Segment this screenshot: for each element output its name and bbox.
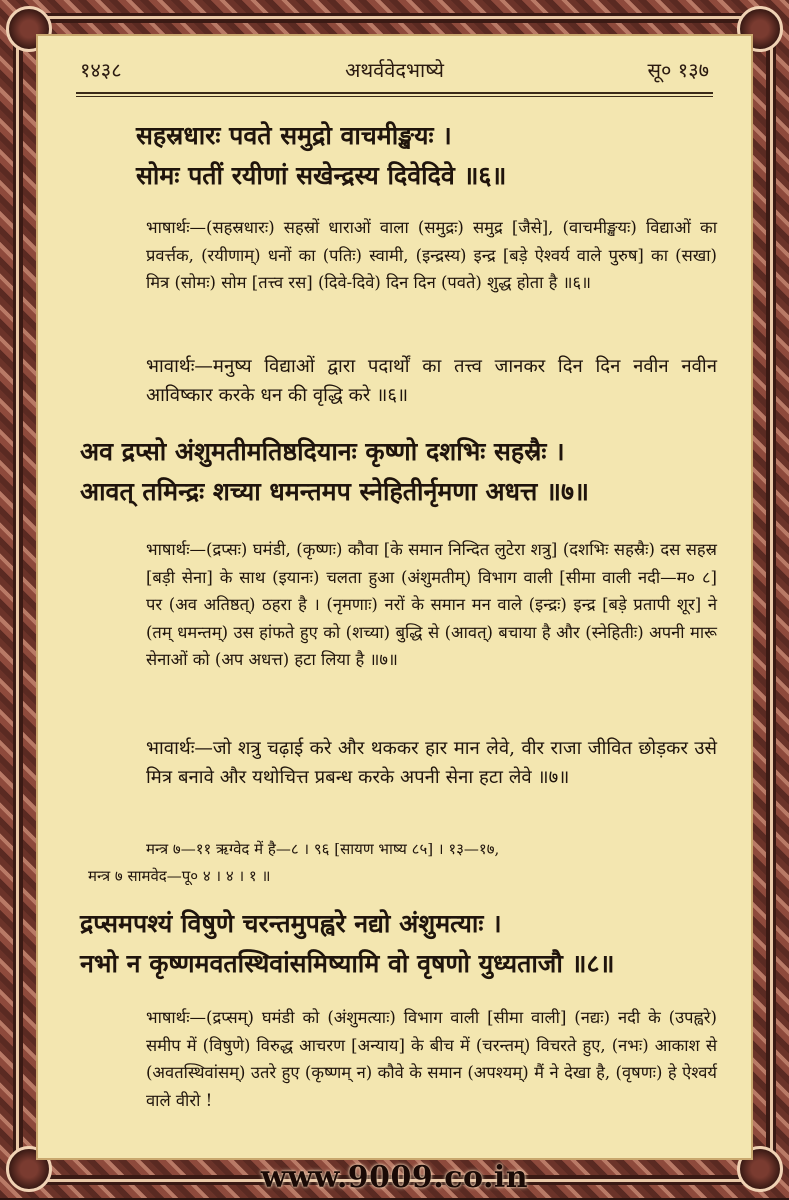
book-title: अथर्ववेदभाष्ये bbox=[80, 56, 709, 83]
page-header bbox=[80, 54, 709, 84]
mantra-reference: मन्त्र ७—११ ऋग्वेद में है—८ । ९६ [सायण भाष्य ८५] । १३—१७, मन्त्र ७ सामवेद—पू० ४ । ४ । १ ॥ bbox=[80, 836, 717, 890]
header-rule bbox=[76, 92, 713, 97]
verse-7 bbox=[80, 432, 717, 512]
website-watermark: www.9009.co.in bbox=[0, 1160, 789, 1200]
bhavartha-7: भावार्थः—जो शत्रु चढ़ाई करे और थककर हार मान लेवे, वीर राजा जीवित छोड़कर उसे मित्र बनावे और यथोचित्त प्रबन्ध करके अपनी सेना हटा लेवे ॥७॥ bbox=[80, 734, 717, 792]
verse-line: द्रप्समपश्यं विषुणे चरन्तमुपह्वरे नद्यो अंशुमत्याः । bbox=[80, 904, 717, 944]
verse-6 bbox=[80, 116, 717, 196]
bhashartha-7: भाषार्थः—(द्रप्सः) घमंडी, (कृष्णः) कौवा [के समान निन्दित लुटेरा शत्रु] (दशभिः सहस्रैः) दस सहस्र [बड़ी सेना] के साथ (इयानः) चलता हुआ (अंशुमतीम्) विभाग वाली [सीमा वाली नदी—म० ८] पर (अव अतिष्ठत्) ठहरा है । (नृमणाः) नरों के समान मन वाले (इन्द्रः) इन्द्र [बड़े प्रतापी शूर] ने (तम् धमन्तम्) उस हांफते हुए को (शच्या) बुद्धि से (आवत्) बचाया है और (स्नेहितीः) अपनी मारू सेनाओं को (अप अधत्त) हटा लिया है ॥७॥ bbox=[80, 536, 717, 674]
page-number: १४३८ bbox=[80, 56, 122, 83]
verse-line: अव द्रप्सो अंशुमतीमतिष्ठदियानः कृष्णो दशभिः सहस्रैः । bbox=[80, 432, 717, 472]
verse-8 bbox=[80, 904, 717, 984]
bhashartha-6: भाषार्थः—(सहस्रधारः) सहस्रों धाराओं वाला (समुद्रः) समुद्र [जैसे], (वाचमीङ्खयः) विद्याओं का प्रवर्त्तक, (रयीणाम्) धनों का (पतिः) स्वामी, (इन्द्रस्य) इन्द्र [बड़े ऐश्वर्य वाले पुरुष] का (सखा) मित्र (सोमः) सोम [तत्त्व रस] (दिवे-दिवे) दिन दिन (पवते) शुद्ध होता है ॥६॥ bbox=[80, 214, 717, 297]
bhashartha-8: भाषार्थः—(द्रप्सम्) घमंडी को (अंशुमत्याः) विभाग वाली [सीमा वाली] (नद्यः) नदी के (उपह्वरे) समीप में (विषुणे) विरुद्ध आचरण [अन्याय] के बीच में (चरन्तम्) विचरते हुए, (नभः) आकाश से (अवतस्थिवांसम्) उतरे हुए (कृष्णम् न) कौवे के समान (अपश्यम्) मैं ने देखा है, (वृषणः) हे ऐश्वर्य वाले वीरो ! bbox=[80, 1004, 717, 1114]
verse-line: सोमः पतीं रयीणां सखेन्द्रस्य दिवेदिवे ॥६॥ bbox=[80, 156, 717, 196]
verse-line: आवत् तमिन्द्रः शच्या धमन्तमप स्नेहितीर्नृमणा अधत्त ॥७॥ bbox=[80, 472, 717, 512]
verse-line: नभो न कृष्णमवतस्थिवांसमिष्यामि वो वृषणो युध्यताजौ ॥८॥ bbox=[80, 944, 717, 984]
bhavartha-6: भावार्थः—मनुष्य विद्याओं द्वारा पदार्थों का तत्त्व जानकर दिन दिन नवीन नवीन आविष्कार करके धन की वृद्धि करे ॥६॥ bbox=[80, 352, 717, 410]
verse-line: सहस्रधारः पवते समुद्रो वाचमीङ्खयः । bbox=[80, 116, 717, 156]
book-page bbox=[36, 34, 753, 1160]
sukta-number: सू० १३७ bbox=[648, 56, 709, 83]
